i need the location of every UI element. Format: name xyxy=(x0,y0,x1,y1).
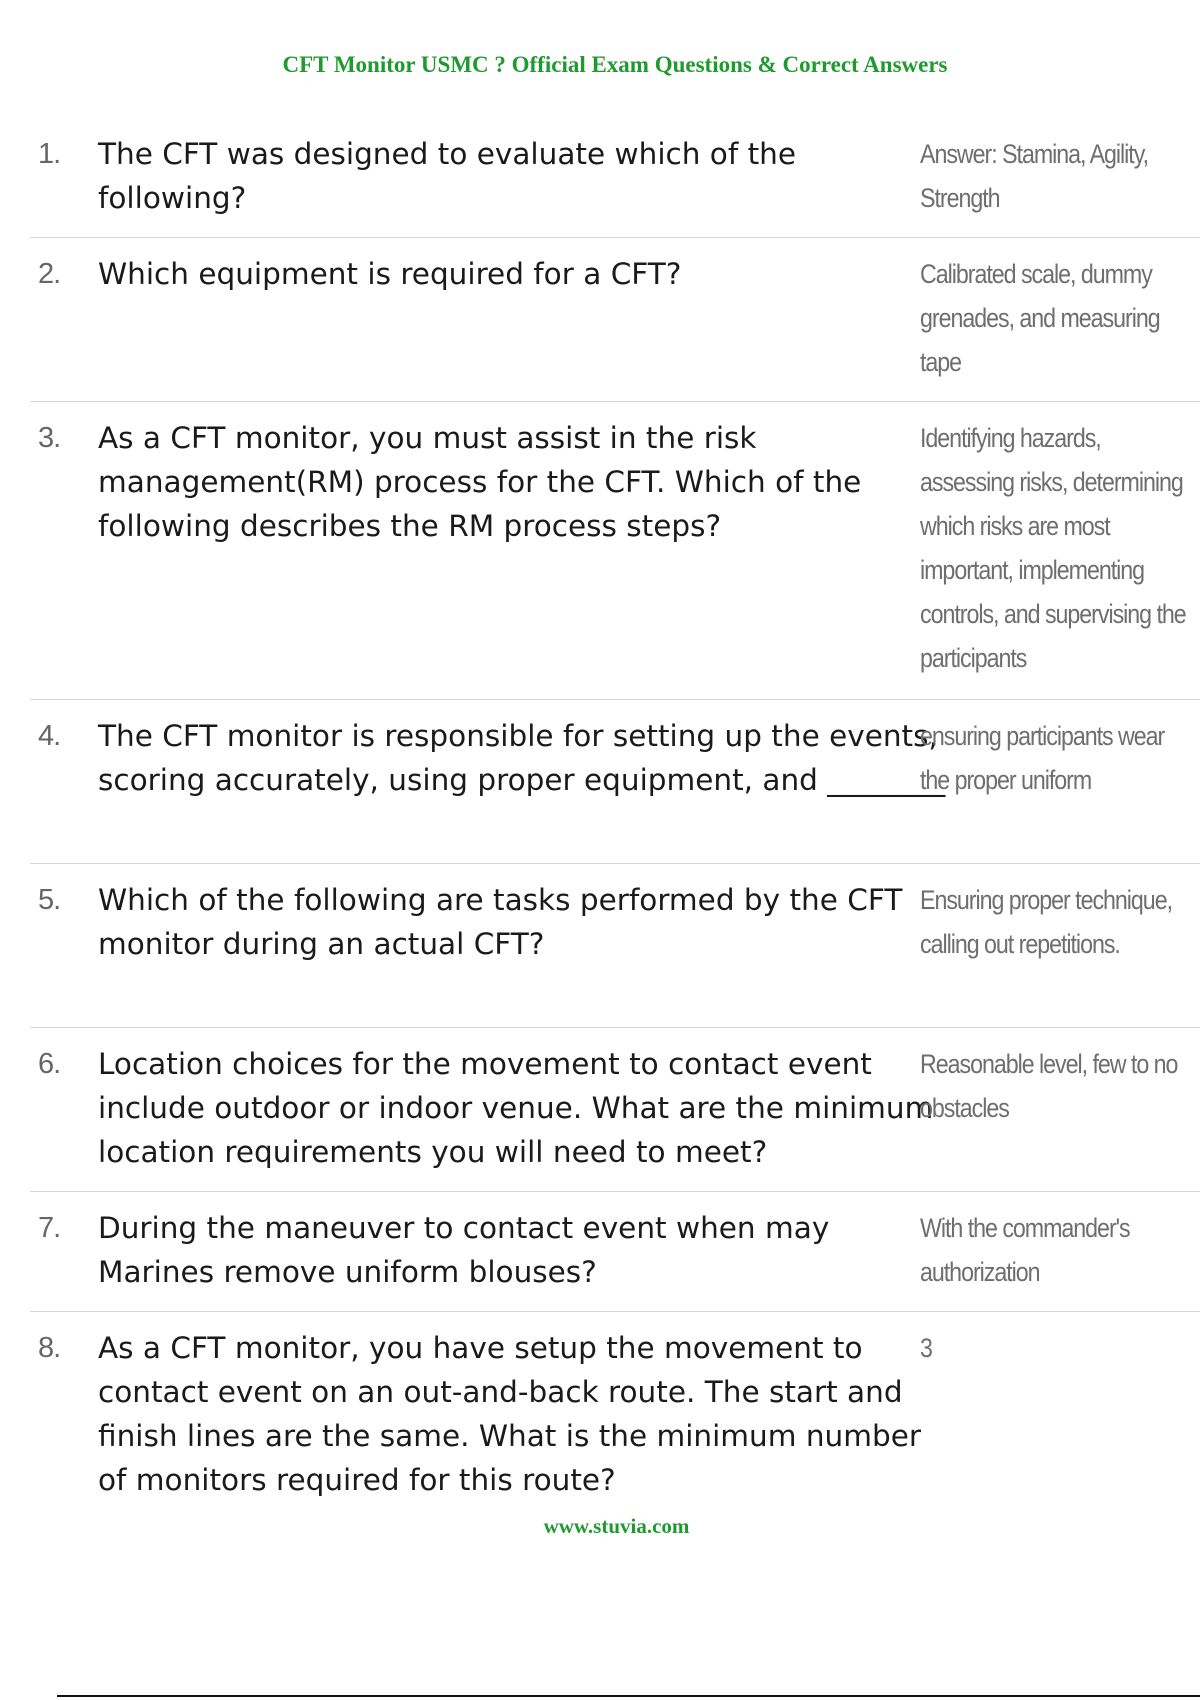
bottom-divider xyxy=(57,1695,1200,1697)
qa-item xyxy=(30,700,1200,864)
answer-text: 3 xyxy=(920,1333,932,1363)
document-title: CFT Monitor USMC ? Official Exam Questions & Correct Answers xyxy=(282,52,948,77)
question-number: 6. xyxy=(38,1048,61,1080)
answer-text: Identifying hazards, assessing risks, determining which risks are most important, implementing controls, and supervising the participants xyxy=(920,423,1186,673)
question-text: Location choices for the movement to contact event include outdoor or indoor venue. What are the minimum location requirements you will need to meet? xyxy=(98,1047,934,1169)
qa-list xyxy=(30,118,1200,1512)
footer-website: www.stuvia.com xyxy=(543,1514,690,1538)
question-number: 2. xyxy=(38,258,61,290)
answer-text: With the commander's authorization xyxy=(920,1213,1130,1287)
question-text: As a CFT monitor, you must assist in the risk management(RM) process for the CFT. Which of the following describes the RM process steps? xyxy=(98,421,862,543)
qa-item xyxy=(30,238,1200,402)
answer-text: Reasonable level, few to no obstacles xyxy=(920,1049,1178,1123)
question-text: As a CFT monitor, you have setup the movement to contact event on an out-and-back route. The start and finish lines are the same. What is the minimum number of monitors required for this route? xyxy=(98,1331,921,1497)
question-text: Which of the following are tasks performed by the CFT monitor during an actual CFT? xyxy=(98,883,903,961)
question-number: 1. xyxy=(38,138,61,170)
qa-item xyxy=(30,1028,1200,1192)
question-number: 3. xyxy=(38,422,61,454)
question-number: 5. xyxy=(38,884,61,916)
qa-item xyxy=(30,402,1200,700)
question-number: 4. xyxy=(38,720,61,752)
question-text: During the maneuver to contact event when may Marines remove uniform blouses? xyxy=(98,1211,830,1289)
answer-text: Ensuring proper technique, calling out repetitions. xyxy=(920,885,1172,959)
qa-item xyxy=(30,864,1200,1028)
question-text: The CFT was designed to evaluate which of the following? xyxy=(98,137,797,215)
qa-item xyxy=(30,118,1200,238)
answer-text: Answer: Stamina, Agility, Strength xyxy=(920,139,1149,213)
qa-item xyxy=(30,1312,1200,1512)
question-number: 8. xyxy=(38,1332,61,1364)
question-number: 7. xyxy=(38,1212,61,1244)
qa-item xyxy=(30,1192,1200,1312)
question-text: Which equipment is required for a CFT? xyxy=(98,257,682,291)
answer-text: ensuring participants wear the proper uniform xyxy=(920,721,1165,795)
question-text: The CFT monitor is responsible for setting up the events, scoring accurately, using proper equipment, and ________ xyxy=(98,719,946,797)
answer-text: Calibrated scale, dummy grenades, and measuring tape xyxy=(920,259,1160,377)
